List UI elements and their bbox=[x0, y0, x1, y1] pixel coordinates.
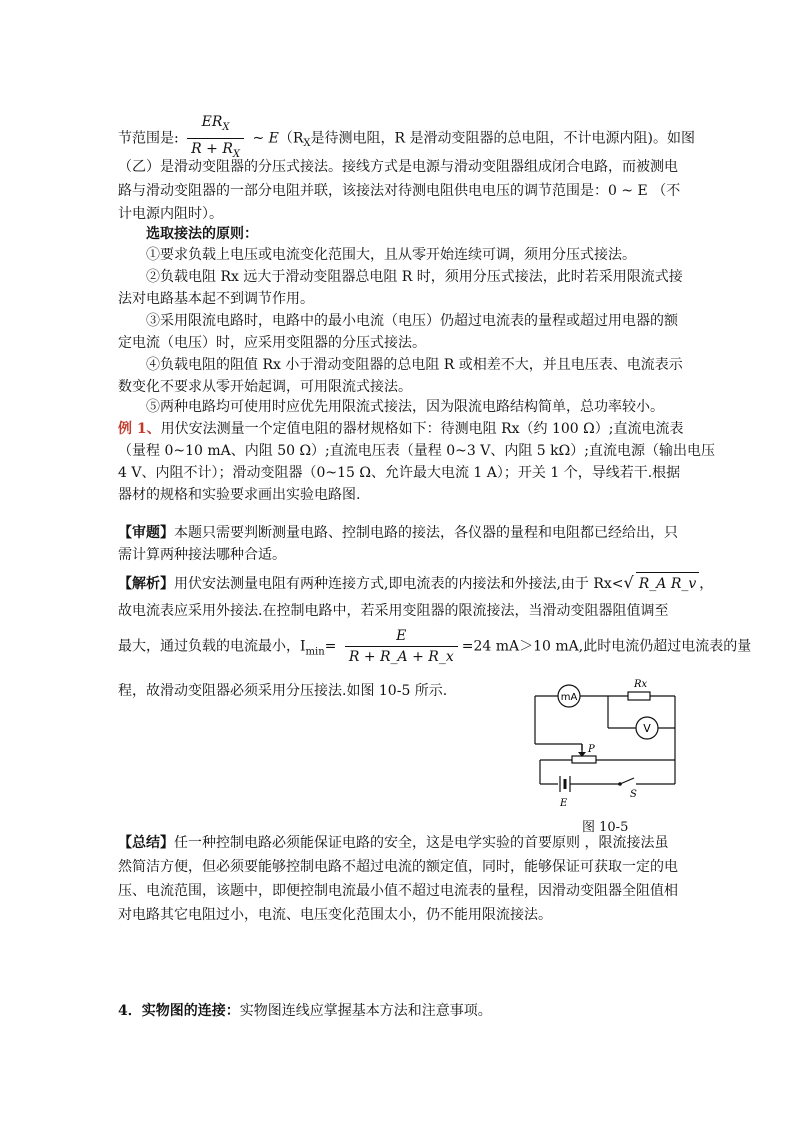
section-4-heading bbox=[118, 1000, 492, 1022]
imin-subscript: min bbox=[305, 646, 325, 658]
para2-line-1: （乙）是滑动变阻器的分压式接法。接线方式是电源与滑动变阻器组成闭合电路，而被测电 bbox=[118, 159, 678, 175]
current-denominator: R + R_A + R_x bbox=[348, 649, 454, 665]
current-numerator: E bbox=[345, 626, 458, 647]
battery-label: E bbox=[560, 798, 568, 809]
range-prefix: 节范围是: bbox=[118, 130, 179, 147]
principle-4: ④负载电阻的阻值 Rx 小于滑动变阻器的总电阻 R 或相差不大，并且电压表、电流表示 bbox=[146, 357, 683, 373]
note-subscript: X bbox=[303, 138, 311, 150]
analysis-line-2: 故电流表应采用外接法.在控制电路中，若采用变阻器的限流接法，当滑动变阻器阻值调至 bbox=[118, 603, 669, 619]
principle-1: ①要求负载上电压或电流变化范围大，且从零开始连续可调，须用分压式接法。 bbox=[146, 247, 636, 263]
review-line-1 bbox=[118, 522, 678, 544]
summary-line-3: 压、电流范围，该题中，即便控制电流最小值不超过电流表的量程，因滑动变阻器全阻值相 bbox=[118, 883, 678, 899]
analysis-text-1: 用伏安法测量电阻有两种连接方式,即电流表的内接法和外接法,由于 Rx< bbox=[174, 576, 624, 592]
summary-line-1 bbox=[118, 832, 668, 854]
analysis-line-4: 程，故滑动变阻器必须采用分压接法.如图 10-5 所示. bbox=[118, 683, 448, 699]
principle-3-cont: 定电流（电压）时，应采用变阻器的分压式接法。 bbox=[118, 335, 426, 351]
switch-icon bbox=[618, 782, 622, 786]
ammeter-label: mA bbox=[560, 692, 578, 703]
denominator-subscript: X bbox=[232, 148, 241, 160]
para2-line-3: 计电源内阻时）。 bbox=[118, 206, 223, 222]
circuit-diagram bbox=[530, 672, 690, 812]
section-text: 实物图连线应掌握基本方法和注意事项。 bbox=[239, 1003, 492, 1019]
analysis-text-3b: =24 mA＞10 mA,此时电流仍超过电流表的量 bbox=[461, 638, 752, 655]
principle-2: ②负载电阻 Rx 远大于滑动变阻器总电阻 R 时，须用分压式接法，此时若采用限流式接 bbox=[146, 269, 683, 285]
example-line-1 bbox=[118, 418, 683, 440]
voltmeter-label: V bbox=[643, 722, 651, 735]
switch-label: S bbox=[630, 789, 637, 800]
summary-line-4: 对电路其它电阻过小，电流、电压变化范围太小，仍不能用限流接法。 bbox=[118, 907, 552, 923]
para2-line-2: 路与滑动变阻器的一部分电阻并联，该接法对待测电阻供电电压的调节范围是：0 ~ E （不 bbox=[118, 183, 681, 199]
analysis-comma: ， bbox=[699, 576, 714, 592]
principle-4-cont: 数变化不要求从零开始起调，可用限流式接法。 bbox=[118, 379, 412, 395]
review-label: 【审题】 bbox=[118, 525, 174, 541]
example-text-1: 用伏安法测量一个定值电阻的器材规格如下：待测电阻 Rx（约 100 Ω）;直流电流表 bbox=[160, 421, 684, 437]
figure-caption: 图 10-5 bbox=[582, 820, 629, 835]
section-title: 实物图的连接： bbox=[141, 1003, 240, 1019]
principle-3: ③采用限流电路时，电路中的最小电流（电压）仍超过电流表的量程或超过用电器的额 bbox=[146, 313, 678, 329]
equals-sign: = bbox=[324, 638, 337, 655]
example-label: 例 1、 bbox=[118, 421, 161, 437]
review-text-1: 本题只需要判断测量电路、控制电路的接法，各仪器的量程和电阻都已经给出，只 bbox=[174, 525, 678, 541]
example-line-2: （量程 0~10 mA、内阻 50 Ω）;直流电压表（量程 0~3 V、内阻 5 kΩ）;直流电源（输出电压 bbox=[118, 443, 715, 459]
battery-icon bbox=[560, 776, 570, 792]
fraction-denominator: R + R bbox=[191, 140, 233, 157]
range-note: 是待测电阻，R 是滑动变阻器的总电阻，不计电源内阻)。如图 bbox=[310, 130, 695, 147]
section-number: 4． bbox=[118, 1003, 142, 1019]
analysis-text-3: 最大，通过负载的电流最小，I bbox=[118, 638, 306, 655]
summary-label: 【总结】 bbox=[118, 835, 174, 851]
range-note-open: （R bbox=[278, 130, 304, 147]
principles-heading: 选取接法的原则： bbox=[146, 226, 258, 242]
numerator-subscript: X bbox=[222, 121, 230, 133]
summary-text-1: 任一种控制电路必须能保证电路的安全，这是电学实验的首要原则 ，限流接法虽 bbox=[174, 835, 669, 851]
range-upper: ~ E bbox=[252, 130, 279, 147]
sqrt-expression: R_A R_v bbox=[636, 572, 700, 595]
resistor-label: Rx bbox=[634, 679, 648, 690]
analysis-line-1: 【解析】用伏安法测量电阻有两种连接方式,即电流表的内接法和外接法,由于 Rx<√ R_A R_v ， bbox=[118, 572, 713, 595]
example-line-4: 器材的规格和实验要求画出实验电路图. bbox=[118, 487, 361, 503]
principle-5: ⑤两种电路均可使用时应优先用限流式接法，因为限流电路结构简单，总功率较小。 bbox=[146, 399, 664, 415]
current-fraction bbox=[345, 626, 458, 667]
summary-line-2: 然简洁方便，但必须要能够控制电路不超过电流的额定值，同时，能够保证可获取一定的电 bbox=[118, 859, 678, 875]
slider-label: P bbox=[588, 744, 595, 755]
review-line-2: 需计算两种接法哪种合适。 bbox=[118, 547, 286, 563]
analysis-label: 【解析】 bbox=[118, 576, 174, 592]
fraction-numerator: ER bbox=[201, 114, 223, 130]
example-line-3: 4 V、内阻不计）；滑动变阻器（0~15 Ω、允许最大电流 1 A）；开关 1 个，导线若干.根据 bbox=[118, 465, 681, 481]
principle-2-cont: 法对电路基本起不到调节作用。 bbox=[118, 291, 314, 307]
analysis-line-3 bbox=[118, 626, 751, 667]
